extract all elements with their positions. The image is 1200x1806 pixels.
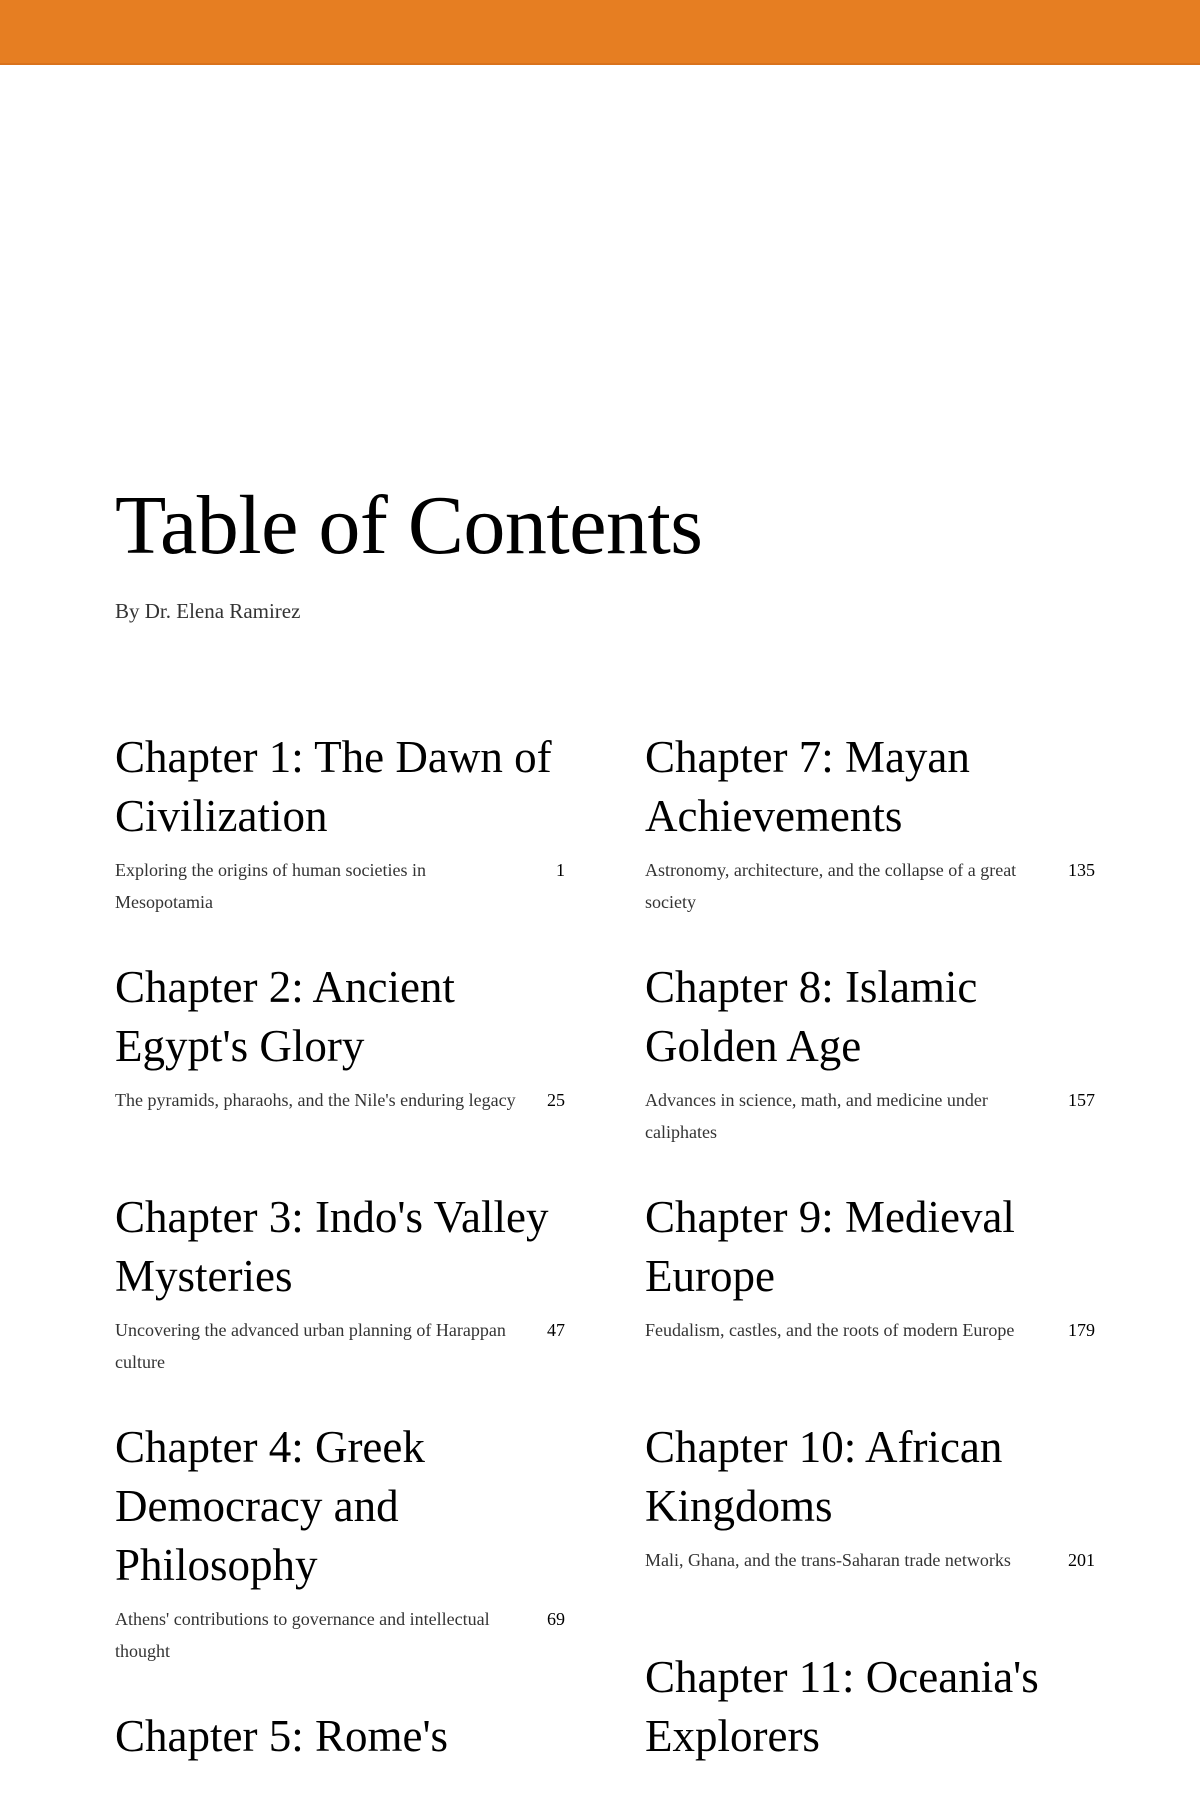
toc-entry[interactable] <box>115 1707 565 1766</box>
author-byline: By Dr. Elena Ramirez <box>115 599 301 623</box>
toc-column-right <box>645 728 1095 1806</box>
toc-entry[interactable] <box>115 958 565 1148</box>
chapter-title[interactable]: Chapter 3: Indo's Valley Mysteries <box>115 1192 549 1301</box>
toc-entry[interactable] <box>115 1188 565 1378</box>
toc-entry[interactable] <box>645 1418 1095 1608</box>
chapter-page-number: 69 <box>547 1609 565 1629</box>
chapter-title[interactable]: Chapter 5: Rome's <box>115 1711 449 1761</box>
chapter-description: The pyramids, pharaohs, and the Nile's enduring legacy <box>115 1090 516 1110</box>
chapter-description: Exploring the origins of human societies in Mesopotamia <box>115 860 426 912</box>
toc-entry[interactable] <box>645 728 1095 918</box>
toc-entry[interactable] <box>115 1418 565 1667</box>
chapter-description: Mali, Ghana, and the trans-Saharan trade networks <box>645 1550 1011 1570</box>
chapter-page-number: 157 <box>1068 1090 1095 1110</box>
toc-entry[interactable] <box>645 1188 1095 1378</box>
chapter-page-number: 179 <box>1068 1320 1095 1340</box>
chapter-title[interactable]: Chapter 8: Islamic Golden Age <box>645 962 978 1071</box>
page-title: Table of Contents <box>115 479 703 572</box>
chapter-title[interactable]: Chapter 2: Ancient Egypt's Glory <box>115 962 455 1071</box>
chapter-title[interactable]: Chapter 9: Medieval Europe <box>645 1192 1015 1301</box>
toc-entry[interactable] <box>115 728 565 918</box>
chapter-description: Advances in science, math, and medicine under caliphates <box>645 1090 988 1142</box>
chapter-description: Feudalism, castles, and the roots of modern Europe <box>645 1320 1015 1340</box>
chapter-title[interactable]: Chapter 10: African Kingdoms <box>645 1422 1003 1531</box>
chapter-page-number: 201 <box>1068 1550 1095 1570</box>
chapter-description: Athens' contributions to governance and intellectual thought <box>115 1609 490 1661</box>
chapter-title[interactable]: Chapter 11: Oceania's Explorers <box>645 1652 1039 1761</box>
chapter-page-number: 47 <box>547 1320 565 1340</box>
header-bar <box>0 0 1200 65</box>
toc-entry[interactable] <box>645 958 1095 1148</box>
chapter-page-number: 25 <box>547 1090 565 1110</box>
chapter-title[interactable]: Chapter 7: Mayan Achievements <box>645 732 970 841</box>
chapter-title[interactable]: Chapter 4: Greek Democracy and Philosophy <box>115 1422 425 1590</box>
chapter-description: Uncovering the advanced urban planning of Harappan culture <box>115 1320 506 1372</box>
chapter-title[interactable]: Chapter 1: The Dawn of Civilization <box>115 732 552 841</box>
toc-column-left <box>115 728 565 1806</box>
toc-entry[interactable] <box>645 1648 1095 1766</box>
chapter-page-number: 1 <box>556 860 565 880</box>
chapter-description: Astronomy, architecture, and the collapse of a great society <box>645 860 1017 912</box>
chapter-page-number: 135 <box>1068 860 1095 880</box>
